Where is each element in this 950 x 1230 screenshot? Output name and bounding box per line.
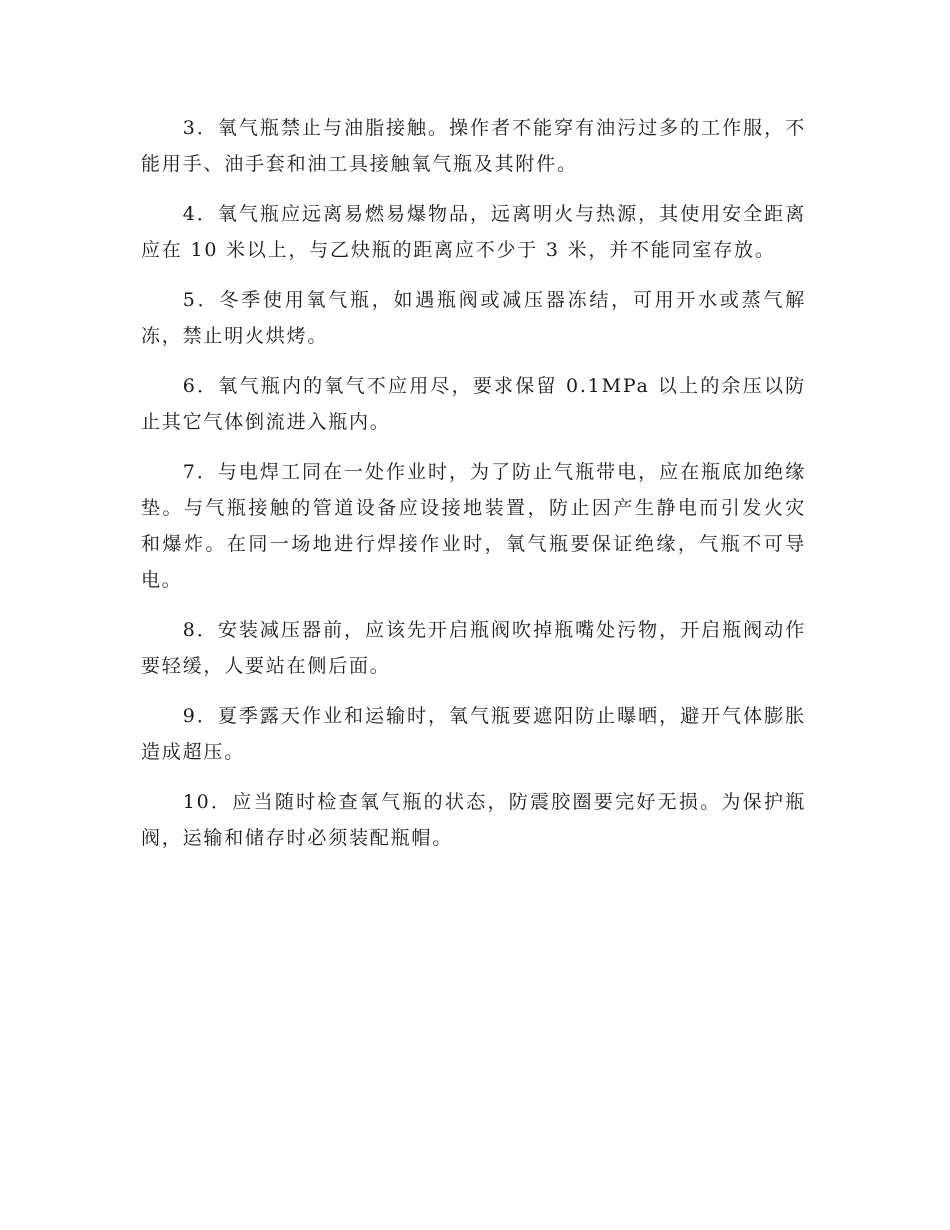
paragraph-item-9: 9．夏季露天作业和运输时，氧气瓶要遮阳防止曝晒，避开气体膨胀造成超压。 [141,705,806,763]
paragraph-item-7: 7．与电焊工同在一处作业时，为了防止气瓶带电，应在瓶底加绝缘垫。与气瓶接触的管道设备应设接地装置，防止因产生静电而引发火灾和爆炸。在同一场地进行焊接作业时，氧气瓶要保证绝缘，气瓶不可导电。 [141,461,806,591]
paragraph-item-6: 6．氧气瓶内的氧气不应用尽，要求保留 0.1MPa 以上的余压以防止其它气体倒流进入瓶内。 [141,375,806,433]
paragraph-item-8: 8．安装减压器前，应该先开启瓶阀吹掉瓶嘴处污物，开启瓶阀动作要轻缓，人要站在侧后面。 [141,619,806,677]
paragraph-item-4: 4．氧气瓶应远离易燃易爆物品，远离明火与热源，其使用安全距离应在 10 米以上，与乙炔瓶的距离应不少于 3 米，并不能同室存放。 [141,203,806,261]
document-body [141,110,806,870]
paragraph-item-5: 5．冬季使用氧气瓶，如遇瓶阀或减压器冻结，可用开水或蒸气解冻，禁止明火烘烤。 [141,289,806,347]
paragraph-item-10: 10．应当随时检查氧气瓶的状态，防震胶圈要完好无损。为保护瓶阀，运输和储存时必须装配瓶帽。 [141,791,806,849]
paragraph-item-3: 3．氧气瓶禁止与油脂接触。操作者不能穿有油污过多的工作服，不能用手、油手套和油工具接触氧气瓶及其附件。 [141,117,806,175]
